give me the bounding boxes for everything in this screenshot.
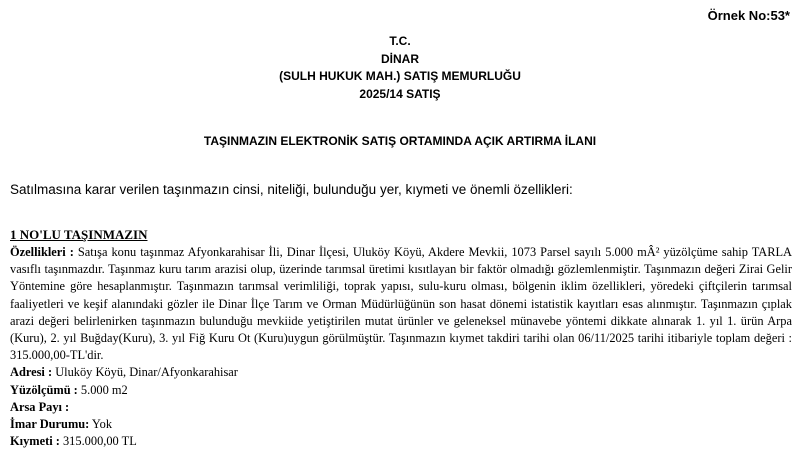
announcement-title: TAŞINMAZIN ELEKTRONİK SATIŞ ORTAMINDA AÇIK ARTIRMA İLANI — [203, 134, 597, 148]
features-text: Satışa konu taşınmaz Afyonkarahisar İli, Dinar İlçesi, Uluköy Köyü, Akdere Mevkii, 1073 Parsel sayılı 5.000 mÂ² yüzölçüme sahip TARLA vasıflı taşınmazdır. Taşınmaz kuru tarım arazisi olup, üzerinde tarımsal üretimi kısıtlayan bir faktör olmadığı gözlemlenmiştir. Taşınmazın değeri Zirai Gelir Yöntemine göre hesaplanmıştır. Taşınmazın tarımsal verimliliği, toprak yapısı, sulu-kuru olması, bölgenin iklim özellikleri, yöredeki çiftçilerin tarımsal faaliyetleri ve keşif alanındaki gözler ile Dinar İlçe Tarım ve Orman Müdürlüğünün son hasat dönemi istatistik kayıtları esas alınmıştır. Taşınmazın çıplak arazi değeri belirlenirken taşınmazın bulunduğu mevkiide yetiştirilen mutat ürünler ve geleneksel münavebe yöntemi dikkate alınarak 1. yıl 1. ürün Arpa (Kuru), 2. yıl Buğday(Kuru), 3. yıl Fiğ Kuru Ot (Kuru)uygun görülmüştür. Taşınmazın kıymet takdiri tarihi olan 06/11/2025 tarihi itibariyle toplam değeri : 315.000,00-TL'dir. — [10, 245, 793, 363]
zoning-value: Yok — [89, 417, 113, 432]
value-amount: 315.000,00 TL — [59, 434, 137, 449]
area-label: Yüzölçümü : — [10, 382, 78, 397]
header-tc: T.C. — [389, 34, 411, 48]
header-district: DİNAR — [381, 51, 419, 66]
address-label: Adresi : — [10, 365, 53, 380]
area-row — [10, 382, 792, 399]
address-value: Uluköy Köyü, Dinar/Afyonkarahisar — [52, 365, 238, 380]
address-row — [10, 364, 792, 381]
header-case-no: 2025/14 SATIŞ — [359, 86, 441, 101]
share-row — [10, 399, 792, 416]
share-label: Arsa Payı : — [10, 399, 70, 414]
intro-text: Satılmasına karar verilen taşınmazın cinsi, niteliği, bulunduğu yer, kıymeti ve önemli özellikleri: — [10, 182, 573, 197]
value-label: Kıymeti : — [10, 434, 60, 449]
area-value: 5.000 m2 — [77, 382, 128, 397]
features-paragraph — [10, 244, 792, 364]
property-details — [10, 244, 792, 450]
value-row — [10, 433, 792, 450]
header-office: (SULH HUKUK MAH.) SATIŞ MEMURLUĞU — [279, 69, 521, 83]
example-number: Örnek No:53* — [707, 8, 790, 23]
zoning-row — [10, 416, 792, 433]
property-heading: 1 NO'LU TAŞINMAZIN — [10, 227, 148, 242]
features-label: Özellikleri : — [10, 245, 74, 259]
zoning-label: İmar Durumu: — [10, 417, 90, 432]
document-header — [0, 33, 800, 103]
